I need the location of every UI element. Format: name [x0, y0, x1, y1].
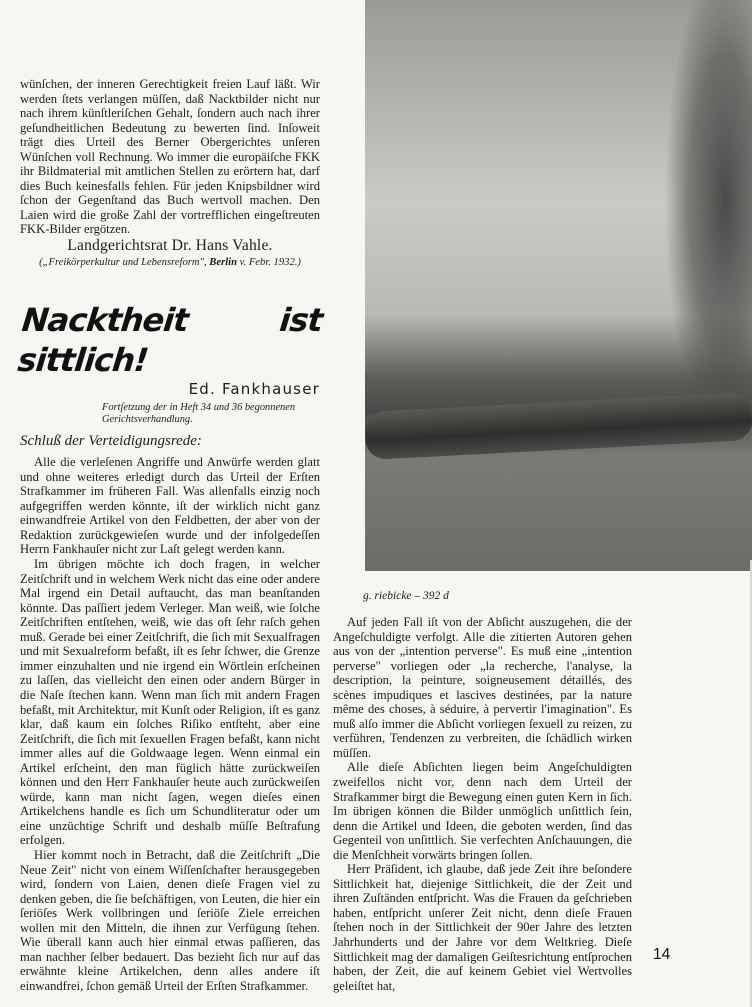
source-city: Berlin	[209, 256, 237, 268]
left-column	[15, 77, 325, 993]
source-prefix: („Freikörperkultur und Lebensreform",	[39, 256, 207, 268]
body-paragraph: Auf jeden Fall iſt von der Abſicht auszugehen, die der Angeſchuldigte verfolgt. Alle die zitierten Autoren gehen aus von der „intention perverse". Es muß eine „intention perverse" vorliegen oder „la recherche, l'analyse, la description, la peinture, soigneusement détaillés, des scènes impudiques et lascives destinées, par la nature même des choses, à séduire, à pervertir l'imagination". Es muß alſo immer die Abſicht vorliegen ſexuell zu reizen, zu verführen, Tendenzen zu verbreiten, die ſchädlich wirken müſſen.	[333, 615, 632, 760]
article-headline: Nacktheit ist sittlich!	[15, 301, 325, 380]
source-suffix: v. Febr. 1932.)	[239, 256, 301, 268]
article-subheading: Schluß der Verteidigungsrede:	[20, 432, 202, 449]
photo-caption: g. riebicke – 392 d	[363, 590, 449, 602]
photo-branch-shape	[364, 392, 752, 460]
source-citation	[20, 256, 320, 271]
body-paragraph: Alle die verleſenen Angriffe und Anwürfe werden glatt und ohne weiteres erledigt durch das Urteil der Erſten Strafkammer im früheren Fall. Was allenfalls einzig noch aufgegriffen werden könnte, iſt der wirklich nicht ganz einwandfreie Artikel von den Feldbetten, der aber von der Redaktion zurückgewieſen wurde und der infolgedeſſen Herrn Fankhauſer nicht zur Laſt gelegt werden kann.	[20, 455, 320, 557]
intro-paragraph: wünſchen, der inneren Gerechtigkeit freien Lauf läßt. Wir werden ſtets verlangen müſſen, daß Nacktbilder nicht nur nach ihrem künſtleriſchen Gehalt, ſondern auch nach ihrer geſundheitlichen Bedeutung zu bewerten ſind. Inſoweit trägt dies Urteil des Berner Obergerichtes unſeren Wünſchen voll Rechnung. Wo immer die europäiſche FKK ihr Bildmaterial mit amtlichen Stellen zu erörtern hat, darf dies Buch keinesfalls fehlen. Für jeden Knipsbildner wird ſchon der Gegenſtand das Buch wertvoll machen. Den Laien wird die große Zahl der vortrefflichen eingeſtreuten FKK-Bilder ergötzen.	[20, 77, 320, 237]
page-number: 14	[653, 946, 671, 963]
continuation-note: Fortſetzung der in Heft 34 und 36 begonnenen Gerichtsverhandlung.	[102, 401, 296, 425]
body-paragraph: Herr Präſident, ich glaube, daß jede Zeit ihre beſondere Sittlichkeit hat, diejenige Sittlichkeit, die der Zeit und ihren Zuſtänden entſpricht. Was die Frauen da geſchrieben haben, entſpricht unſerer Zeit nicht, denn dieſe Frauen ſtehen noch in der Sittlichkeit der 90er Jahre des letzten Jahrhunderts und der Jahre vor dem Weltkrieg. Dieſe Sittlichkeit mag der damaligen Geiſtesrichtung entſprochen haben, der Zeit, die auf keinem Gebiet viel Wertvolles geleiſtet hat,	[333, 862, 632, 993]
body-paragraph: Alle dieſe Abſichten liegen beim Angeſchuldigten zweifellos nicht vor, denn nach dem Urteil der Strafkammer birgt die Bewegung einen guten Kern in ſich. Im übrigen können die Bilder unmöglich unſittlich ſein, denn die Artikel und Ideen, die geboten werden, ſind das Gegenteil von unſittlich. Sie verfechten Anſchauungen, die die Menſchheit vorwärts bringen ſollen.	[333, 760, 632, 862]
body-paragraph: Hier kommt noch in Betracht, daß die Zeitſchrift „Die Neue Zeit" nicht von einem Wiſſenſchafter herausgegeben wird, ſondern von Laien, denen dieſe Fragen viel zu denken geben, die ſie beſchäftigen, von Leuten, die hier ein ſeriöſes Werk vollbringen und ſeriöſe Ziele erreichen wollen mit den Mitteln, die ihnen zur Verfügung ſtehen. Wie überall kann auch hier einmal etwas paſſieren, das man nachher ſelber bedauert. Das bezieht ſich nur auf das erwähnte kleine Artikelchen, denn alles andere iſt einwandfrei, ſchon gemäß Urteil der Erſten Strafkammer.	[20, 847, 320, 993]
article-photograph	[365, 0, 752, 571]
body-paragraph: Im übrigen möchte ich doch fragen, in welcher Zeitſchrift und in welchem Werk nicht das eine oder andere Mal irgend ein Detail auftaucht, das man beanſtanden könnte. Das paſſiert jedem Verleger. Man weiß, wie ſolche Zeitſchriften entſtehen, weiß, wie das oft ſehr raſch gehen muß. Gerade bei einer Zeitſchrift, die ſich mit Sexualfragen und mit Sexualreform befaßt, iſt es ſehr ſchwer, die Grenze immer einzuhalten und nie irgend ein Wörtlein erſcheinen zu laſſen, das vielleicht den einen oder andern Bürger in die Naſe ſtechen kann. Wenn man ſich mit andern Fragen befaßt, mit Architektur, mit Kunſt oder Religion, iſt es ganz klar, daß kaum ein ſolches Riſiko entſteht, aber eine Zeitſchrift, die ſich mit ſexuellen Fragen befaßt, kann nicht immer alles auf die Goldwaage legen. Wenn einmal ein Artikel erſcheint, den man füglich hätte zurückweiſen können und den Herr Fankhauſer heute auch zurückweiſen würde, kann man nicht ſagen, wegen dieſes einen Artikelchens handle es ſich um Schundliteratur oder um eine unzüchtige Schrift und deshalb müſſe Beſtrafung erfolgen.	[20, 557, 320, 848]
signature: Landgerichtsrat Dr. Hans Vahle.	[67, 237, 273, 255]
right-column	[333, 615, 632, 993]
article-byline: Ed. Fankhauser	[188, 380, 320, 399]
